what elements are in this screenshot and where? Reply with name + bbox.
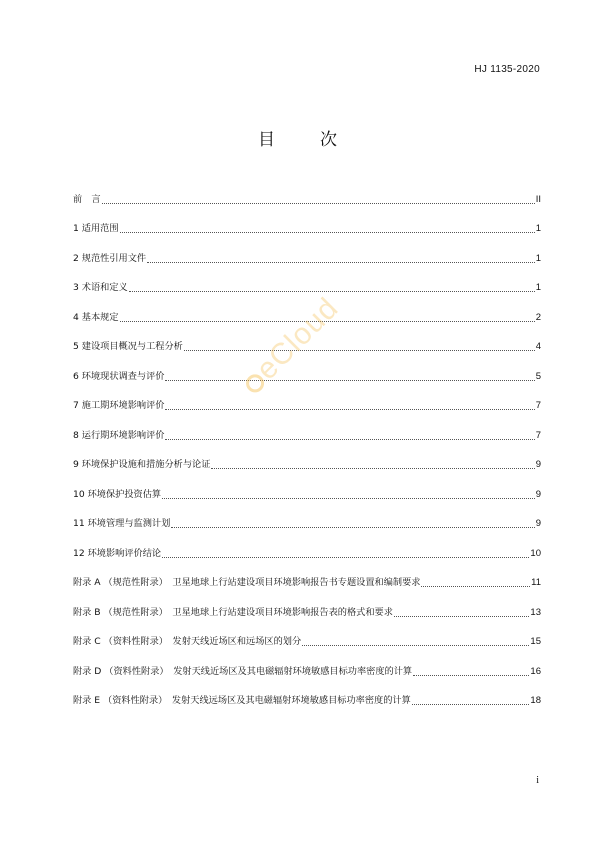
toc-leader-dots: [162, 498, 535, 499]
toc-leader-dots: [413, 675, 529, 676]
toc-leader-dots: [120, 232, 535, 233]
toc-entry-label: 6 环境现状调查与评价: [73, 370, 165, 382]
toc-entry-label: 5 建设项目概况与工程分析: [73, 341, 183, 352]
table-of-contents: [73, 176, 541, 707]
toc-entry[interactable]: [73, 589, 541, 619]
page-number: i: [536, 775, 539, 786]
toc-leader-dots: [211, 468, 534, 469]
toc-entry-page: 7: [535, 400, 541, 411]
toc-entry-page: 16: [530, 665, 541, 677]
toc-leader-dots: [165, 380, 534, 381]
toc-leader-dots: [129, 291, 535, 292]
toc-leader-dots: [165, 409, 534, 410]
toc-entry-label: 1 适用范围: [73, 223, 119, 234]
toc-entry-label: 7 施工期环境影响评价: [73, 400, 165, 411]
toc-entry-page: 13: [530, 606, 541, 618]
toc-entry-label: 附录 C （资料性附录） 发射天线近场区和远场区的划分: [73, 636, 302, 647]
toc-leader-dots: [421, 586, 530, 587]
standard-code: HJ 1135-2020: [474, 64, 540, 75]
toc-entry[interactable]: [73, 412, 541, 442]
toc-entry-page: 18: [530, 695, 541, 706]
toc-entry[interactable]: [73, 176, 541, 206]
toc-entry-label: 4 基本规定: [73, 311, 119, 323]
toc-entry-page: 4: [535, 341, 541, 352]
toc-entry[interactable]: [73, 648, 541, 678]
toc-entry-label: 附录 A （规范性附录） 卫星地球上行站建设项目环境影响报告书专题设置和编制要求: [73, 577, 421, 588]
toc-entry-page: 5: [535, 370, 541, 382]
toc-entry[interactable]: [73, 265, 541, 295]
toc-leader-dots: [394, 616, 530, 617]
toc-entry-label: 前 言: [73, 193, 101, 205]
toc-entry-label: 附录 D （资料性附录） 发射天线近场区及其电磁辐射环境敏感目标功率密度的计算: [73, 665, 413, 677]
toc-entry-page: 9: [535, 488, 541, 500]
toc-entry-label: 3 术语和定义: [73, 282, 128, 293]
toc-entry-label: 附录 B （规范性附录） 卫星地球上行站建设项目环境影响报告表的格式和要求: [73, 606, 393, 618]
toc-entry-page: 11: [531, 577, 541, 588]
toc-entry-label: 9 环境保护设施和措施分析与论证: [73, 459, 211, 470]
toc-entry-label: 8 运行期环境影响评价: [73, 429, 165, 441]
toc-entry-label: 11 环境管理与监测计划: [73, 518, 171, 529]
toc-entry-page: 1: [535, 282, 541, 293]
toc-leader-dots: [184, 350, 535, 351]
toc-entry-page: 15: [530, 636, 541, 647]
toc-entry-label: 附录 E （资料性附录） 发射天线远场区及其电磁辐射环境敏感目标功率密度的计算: [73, 695, 411, 706]
toc-entry[interactable]: [73, 383, 541, 413]
toc-entry-page: 1: [535, 252, 541, 264]
toc-entry-page: 2: [535, 311, 541, 323]
page-title: 目 次: [258, 130, 351, 150]
toc-entry-page: 9: [535, 459, 541, 470]
toc-entry-page: 7: [535, 429, 541, 441]
watermark-text: eCloud: [250, 291, 345, 387]
toc-entry-page: 10: [530, 547, 541, 559]
toc-leader-dots: [102, 203, 535, 204]
toc-entry[interactable]: [73, 442, 541, 472]
toc-entry-page: II: [535, 193, 541, 205]
toc-leader-dots: [302, 645, 529, 646]
toc-entry-page: 1: [535, 223, 541, 234]
toc-entry[interactable]: [73, 560, 541, 590]
toc-entry-page: 9: [535, 518, 541, 529]
toc-entry[interactable]: [73, 619, 541, 649]
toc-leader-dots: [171, 527, 534, 528]
toc-leader-dots: [412, 704, 530, 705]
toc-entry-label: 12 环境影响评价结论: [73, 547, 162, 559]
toc-entry[interactable]: [73, 530, 541, 560]
toc-entry-label: 10 环境保护投资估算: [73, 488, 162, 500]
toc-leader-dots: [147, 262, 535, 263]
toc-leader-dots: [165, 439, 534, 440]
toc-entry[interactable]: [73, 471, 541, 501]
toc-entry[interactable]: [73, 501, 541, 531]
toc-entry[interactable]: [73, 678, 541, 708]
toc-leader-dots: [162, 557, 529, 558]
toc-entry[interactable]: [73, 235, 541, 265]
toc-entry[interactable]: [73, 206, 541, 236]
toc-entry-label: 2 规范性引用文件: [73, 252, 147, 264]
toc-entry[interactable]: [73, 353, 541, 383]
